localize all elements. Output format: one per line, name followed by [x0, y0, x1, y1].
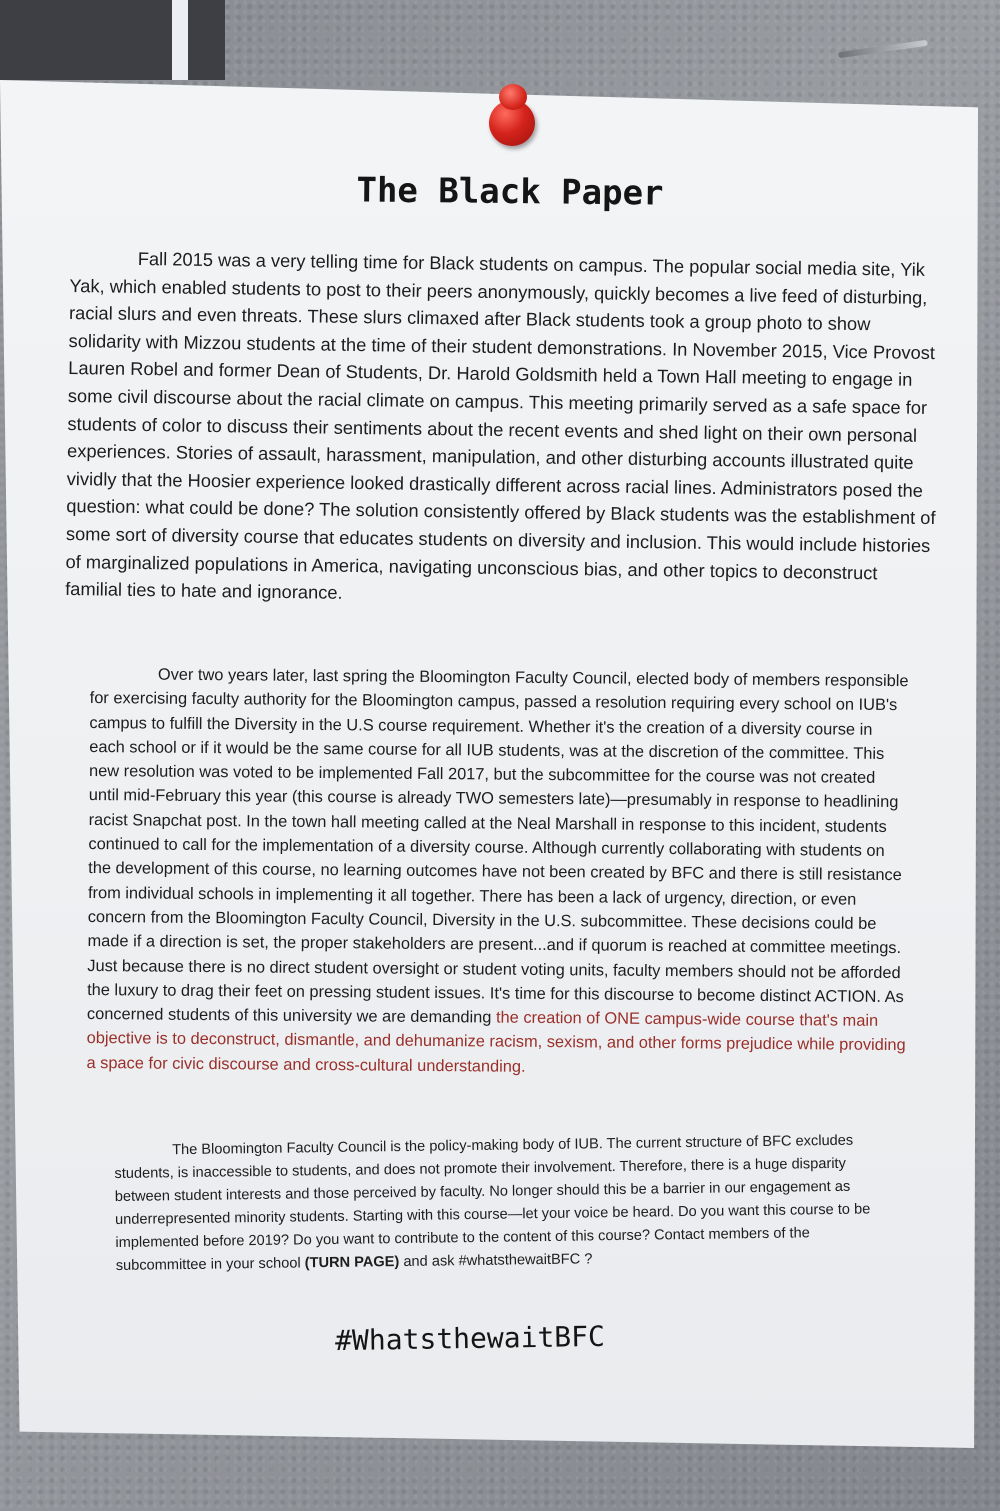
paragraph-2-text: Over two years later, last spring the Bloomington Faculty Council, elected body of members responsible for exercising faculty authority for the Bloomington campus, passed a resolution requiring every school on IUB's campus to fulfill the Diversity in the U.S course requirement. Whether it's the creation of a diversity course in each school or if it would be the same course for all IUB students, was at the discretion of the committee. This new resolution was voted to be implemented Fall 2017, but the subcommittee for the course was not created until mid-February this year (this course is already TWO semesters late)—presumably in response to headlining racist Snapchat post. In the town hall meeting called at the Neal Marshall in response to this incident, students continued to call for the implementation of a diversity course. Although currently collaborating with students on the development of this course, no learning outcomes have not been created by BFC and there is still resistance from individual schools in implementing it all together. There has been a lack of urgency, direction, or even concern from the Bloomington Faculty Council, Diversity in the U.S. subcommittee. These decisions could be made if a direction is set, the proper stakeholders are present...and if quorum is reached at committee meetings. Just because there is no direct student oversight or student voting units, faculty members should not be afforded the luxury to drag their feet on pressing student issues. It's time for this discourse to become distinct ACTION. As concerned students of this university we are demanding	[86, 665, 909, 1027]
paragraph-3	[114, 1129, 876, 1278]
indent	[114, 1154, 172, 1155]
paragraph-1-text: Fall 2015 was a very telling time for Black students on campus. The popular social media site, Yik Yak, which enabled students to post to their peers anonymously, quickly becomes a live feed of disturbing, racial slurs and even threats. These slurs climaxed after Black students took a group photo to show solidarity with Mizzou students at the time of their student demonstrations. In November 2015, Vice Provost Lauren Robel and former Dean of Students, Dr. Harold Goldsmith held a Town Hall meeting to engage in some civil discourse about the racial climate on campus. This meeting primarily served as a safe space for students of color to discuss their sentiments about the recent events and shed light on their own personal experiences. Stories of assault, harassment, manipulation, and other disturbing accounts illustrated quite vividly that the Hoosier experience looked drastically different across racial lines. Administrators posed the question: what could be done? The solution consistently offered by Black students was the establishment of some sort of diversity course that educates students on diversity and inclusion. This would include histories of marginalized populations in America, navigating unconscious bias, and other topics to deconstruct familial ties to hate and ignorance.	[65, 247, 936, 603]
turn-page-note: (TURN PAGE)	[304, 1254, 400, 1272]
pushpin-top	[499, 84, 527, 110]
pushpin-needle-icon	[838, 40, 928, 58]
background-flyer	[0, 0, 225, 80]
document-title: The Black Paper	[356, 170, 664, 214]
closing-hashtag: #WhatsthewaitBFC	[334, 1319, 606, 1358]
background-flyer-edge	[172, 0, 188, 80]
pushpin-icon	[487, 82, 539, 152]
paragraph-3-text: The Bloomington Faculty Council is the policy-making body of IUB. The current structure of BFC excludes students, is inaccessible to students, and does not promote their involvement. Therefore, there is a huge disparity between student interests and those perceived by faculty. No longer should this be a barrier in our engagement as underrepresented minority students. Starting with this course—let your voice be heard. Do you want this course to be implemented before 2019? Do you want to contribute to the content of this course? Contact members of the subcommittee in your school	[114, 1132, 871, 1274]
paragraph-2-demand: the creation of ONE campus-wide course that's main objective is to deconstruct, dismantle, and dehumanize racism, sexism, and other forms prejudice while providing a space for civic discourse and cross-cultural understanding.	[86, 1008, 906, 1076]
paragraph-2	[86, 662, 910, 1082]
indent	[90, 679, 158, 680]
paragraph-1	[65, 244, 942, 615]
paragraph-3-end: and ask #whatsthewaitBFC ?	[403, 1251, 593, 1270]
indent	[70, 264, 138, 265]
